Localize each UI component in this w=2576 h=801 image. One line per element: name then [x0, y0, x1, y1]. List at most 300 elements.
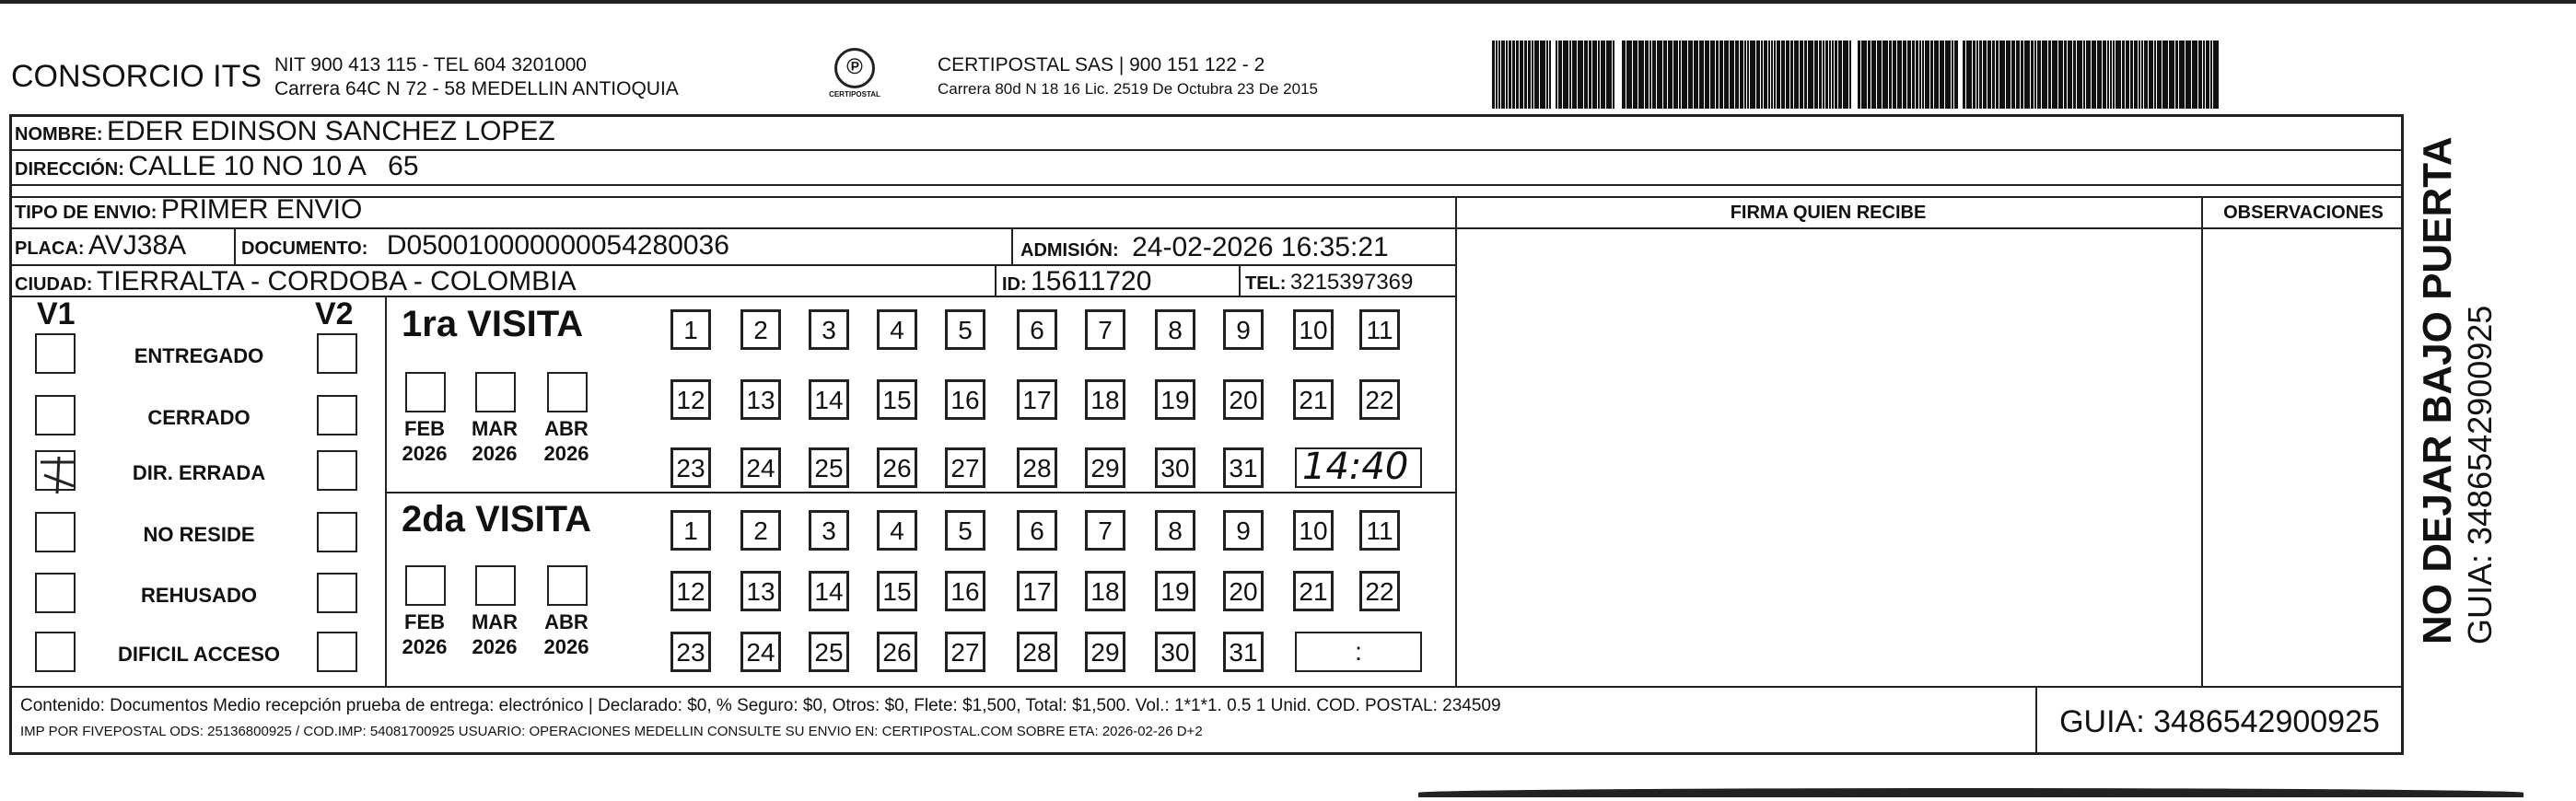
barcode-bar	[1808, 41, 1813, 109]
footer-print-line: IMP POR FIVEPOSTAL ODS: 25136800925 / COD.IMP: 54081700925 USUARIO: OPERACIONES MEDELLIN CONSULTE SU ENVIO EN: CERTIPOSTAL.COM SOBRE ETA: 2026-02-26 D+2	[20, 724, 1203, 739]
v2-checkbox	[317, 333, 357, 374]
barcode-bar	[1882, 41, 1888, 109]
barcode-bar	[1622, 41, 1626, 109]
month-checkbox	[405, 565, 446, 606]
footer-guia: GUIA: 3486542900925	[2059, 704, 2380, 739]
barcode-bar	[1963, 41, 1965, 109]
barcode-bar	[1534, 41, 1539, 109]
day-box: 29	[1085, 632, 1125, 672]
barcode-bar	[2031, 41, 2034, 109]
barcode-bar	[2086, 41, 2091, 109]
month-label	[394, 609, 455, 659]
barcode-bar	[2213, 41, 2219, 109]
admision-label: ADMISIÓN:	[1020, 240, 1119, 261]
barcode-bar	[1626, 41, 1632, 109]
barcode-bar	[2162, 41, 2168, 109]
visit2-title: 2da VISITA	[402, 499, 591, 540]
barcode-bar	[1512, 41, 1515, 109]
month-year: 2026	[402, 442, 448, 465]
barcode-bar	[1688, 41, 1693, 109]
day-box: 14	[809, 571, 849, 611]
day-box: 18	[1085, 379, 1125, 420]
month-name: FEB	[404, 417, 445, 440]
barcode-bar	[1549, 41, 1551, 109]
day-box: 6	[1017, 510, 1057, 551]
day-box: 8	[1155, 510, 1195, 551]
certipostal-logo	[825, 48, 884, 101]
barcode	[1492, 41, 2224, 109]
barcode-bar	[1558, 41, 1562, 109]
barcode-bar	[2130, 41, 2133, 109]
barcode-bar	[1838, 41, 1842, 109]
day-box: 19	[1155, 571, 1195, 611]
nombre-label: NOMBRE:	[15, 124, 103, 145]
barcode-bar	[1832, 41, 1834, 109]
month-name: MAR	[471, 417, 519, 440]
barcode-bar	[1556, 41, 1557, 109]
barcode-bar	[1996, 41, 1999, 109]
day-box: 5	[945, 309, 985, 350]
barcode-bar	[2037, 41, 2041, 109]
status-option-label: CERRADO	[147, 406, 251, 429]
barcode-bar	[1613, 41, 1614, 109]
rule	[9, 184, 2404, 186]
visit1-title: 1ra VISITA	[402, 304, 584, 344]
barcode-bar	[1569, 41, 1571, 109]
day-box: 27	[945, 447, 985, 488]
day-box: 10	[1293, 510, 1334, 551]
day-box: 15	[877, 379, 917, 420]
side-warning: NO DEJAR BAJO PUERTA	[2415, 136, 2460, 644]
barcode-bar	[2144, 41, 2148, 109]
day-box: 6	[1017, 309, 1057, 350]
carrier-info	[938, 53, 1318, 101]
handwritten-time	[1299, 440, 1435, 488]
side-guia: GUIA: 3486542900925	[2461, 305, 2499, 644]
barcode-bar	[1976, 41, 1978, 109]
company-info	[274, 53, 679, 101]
rule	[9, 686, 2404, 688]
barcode-bar	[1987, 41, 1991, 109]
barcode-bar	[1774, 41, 1776, 109]
barcode-bar	[1657, 41, 1662, 109]
barcode-bar	[2203, 41, 2205, 109]
v1-checkbox	[35, 395, 76, 435]
check-mark-icon	[35, 455, 81, 495]
barcode-bar	[1546, 41, 1548, 109]
barcode-bar	[2016, 41, 2020, 109]
barcode-bar	[1945, 41, 1951, 109]
barcode-bar	[1835, 41, 1837, 109]
day-box: 10	[1293, 309, 1334, 350]
barcode-bar	[1498, 41, 1500, 109]
barcode-bar	[1719, 41, 1723, 109]
barcode-bar	[2103, 41, 2106, 109]
firma-header: FIRMA QUIEN RECIBE	[1730, 203, 1927, 223]
barcode-bar	[2011, 41, 2015, 109]
placa-value: AVJ38A	[88, 230, 187, 261]
day-box: 4	[877, 510, 917, 551]
placa-label: PLACA:	[15, 238, 85, 259]
day-box: 23	[670, 447, 711, 488]
barcode-bar	[2154, 41, 2156, 109]
company-name: CONSORCIO ITS	[11, 59, 262, 94]
tel-value: 3215397369	[1289, 270, 1414, 295]
day-box: 24	[740, 632, 781, 672]
month-checkbox	[547, 565, 588, 606]
month-label	[394, 416, 455, 466]
barcode-bar	[2048, 41, 2051, 109]
barcode-bar	[1777, 41, 1780, 109]
day-box: 20	[1223, 571, 1264, 611]
day-box: 15	[877, 571, 917, 611]
barcode-bar	[2077, 41, 2082, 109]
barcode-bar	[2179, 41, 2185, 109]
status-option-label: DIFICIL ACCESO	[117, 643, 280, 666]
barcode-bar	[2122, 41, 2125, 109]
day-box: 26	[877, 447, 917, 488]
direccion-field	[15, 151, 419, 182]
v2-checkbox	[317, 450, 357, 491]
month-checkbox	[475, 565, 516, 606]
barcode-bar	[1829, 41, 1831, 109]
barcode-bar	[1633, 41, 1638, 109]
day-box: 24	[740, 447, 781, 488]
barcode-bar	[1907, 41, 1911, 109]
barcode-bar	[1750, 41, 1755, 109]
barcode-bar	[1868, 41, 1871, 109]
month-name: ABR	[544, 417, 589, 440]
admision-field	[1020, 232, 1389, 263]
day-box: 21	[1293, 379, 1334, 420]
observaciones-header: OBSERVACIONES	[2223, 203, 2384, 223]
day-box: 23	[670, 632, 711, 672]
direccion-value: CALLE 10 NO 10 A 65	[128, 151, 419, 181]
barcode-bar	[1744, 41, 1746, 109]
barcode-bar	[2052, 41, 2057, 109]
barcode-bar	[1747, 41, 1749, 109]
day-box: 3	[809, 309, 849, 350]
day-box: 27	[945, 632, 985, 672]
barcode-bar	[1716, 41, 1719, 109]
barcode-bar	[1606, 41, 1612, 109]
month-checkbox	[405, 372, 446, 412]
barcode-bar	[1804, 41, 1807, 109]
barcode-bar	[1540, 41, 1545, 109]
day-box: 9	[1223, 309, 1264, 350]
day-box: 7	[1085, 309, 1125, 350]
day-box: 1	[670, 309, 711, 350]
logo-icon: ℗	[834, 48, 875, 88]
barcode-bar	[1843, 41, 1848, 109]
month-label	[464, 416, 525, 466]
rule	[1011, 227, 1013, 264]
footer-content-line: Contenido: Documentos Medio recepción prueba de entrega: electrónico | Declarado: $0, % Seguro: $0, Otros: $0, Flete: $1,500, Total: $1,500. Vol.: 1*1*1. 0.5 1 Unid. COD. POSTAL: 234509	[20, 696, 1501, 715]
day-box: 8	[1155, 309, 1195, 350]
barcode-bar	[1768, 41, 1770, 109]
barcode-bar	[1861, 41, 1867, 109]
barcode-bar	[1724, 41, 1729, 109]
barcode-bar	[1578, 41, 1583, 109]
barcode-bar	[1919, 41, 1921, 109]
barcode-bar	[2068, 41, 2072, 109]
v2-checkbox	[317, 632, 357, 672]
barcode-bar	[1649, 41, 1651, 109]
barcode-bar	[2175, 41, 2178, 109]
barcode-bar	[2192, 41, 2197, 109]
v2-checkbox	[317, 573, 357, 613]
barcode-bar	[1794, 41, 1799, 109]
day-box: 21	[1293, 571, 1334, 611]
admision-value: 24-02-2026 16:35:21	[1132, 232, 1389, 262]
barcode-bar	[1601, 41, 1605, 109]
barcode-bar	[2021, 41, 2023, 109]
side-label	[2415, 136, 2500, 644]
month-name: MAR	[471, 610, 519, 633]
barcode-bar	[1940, 41, 1944, 109]
barcode-bar	[1800, 41, 1803, 109]
barcode-bar	[1592, 41, 1597, 109]
company-address-line: Carrera 64C N 72 - 58 MEDELLIN ANTIOQUIA	[274, 78, 679, 99]
status-option-label: DIR. ERRADA	[132, 461, 266, 484]
day-box: 25	[809, 632, 849, 672]
barcode-bar	[1563, 41, 1568, 109]
day-box: 12	[670, 571, 711, 611]
barcode-bar	[2107, 41, 2109, 109]
barcode-bar	[1501, 41, 1505, 109]
barcode-bar	[1979, 41, 1982, 109]
barcode-bar	[1572, 41, 1577, 109]
barcode-bar	[2134, 41, 2138, 109]
barcode-bar	[1897, 41, 1902, 109]
barcode-bar	[1858, 41, 1860, 109]
ciudad-field	[15, 266, 577, 297]
barcode-bar	[1764, 41, 1767, 109]
barcode-bar	[1781, 41, 1785, 109]
barcode-bar	[1679, 41, 1681, 109]
month-year: 2026	[472, 442, 518, 465]
barcode-bar	[2198, 41, 2202, 109]
day-box: 31	[1223, 447, 1264, 488]
day-box: 1	[670, 510, 711, 551]
barcode-bar	[2058, 41, 2063, 109]
barcode-bar	[1823, 41, 1824, 109]
barcode-bar	[1814, 41, 1818, 109]
barcode-bar	[1663, 41, 1667, 109]
top-edge-line	[0, 0, 2576, 4]
barcode-bar	[2042, 41, 2047, 109]
month-name: FEB	[404, 610, 445, 633]
barcode-bar	[1973, 41, 1976, 109]
day-box: 11	[1359, 510, 1400, 551]
barcode-bar	[1710, 41, 1715, 109]
barcode-bar	[1934, 41, 1939, 109]
day-box: 20	[1223, 379, 1264, 420]
documento-field	[241, 230, 729, 261]
barcode-bar	[1756, 41, 1760, 109]
barcode-bar	[2126, 41, 2129, 109]
id-field	[1002, 266, 1151, 297]
day-box: 2	[740, 309, 781, 350]
barcode-bar	[1922, 41, 1924, 109]
day-box: 13	[740, 379, 781, 420]
month-label	[536, 609, 597, 659]
barcode-bar	[1645, 41, 1649, 109]
month-year: 2026	[472, 635, 518, 658]
barcode-bar	[1992, 41, 1995, 109]
barcode-bar	[2092, 41, 2096, 109]
tipo-envio-field	[15, 194, 362, 226]
rule	[385, 492, 1455, 493]
logo-caption: CERTIPOSTAL	[829, 90, 880, 99]
month-checkbox	[475, 372, 516, 412]
barcode-bar	[1952, 41, 1953, 109]
scan-edge-mark	[1418, 788, 2524, 797]
day-box: 2	[740, 510, 781, 551]
barcode-bar	[2157, 41, 2162, 109]
barcode-bar	[1819, 41, 1822, 109]
v1-checkbox	[35, 573, 76, 613]
barcode-bar	[1889, 41, 1892, 109]
day-box: 13	[740, 571, 781, 611]
barcode-bar	[1524, 41, 1527, 109]
barcode-bar	[2210, 41, 2212, 109]
barcode-bar	[2110, 41, 2112, 109]
month-checkbox	[547, 372, 588, 412]
day-box: 16	[945, 379, 985, 420]
visit1-time-value: 14:40	[1302, 446, 1409, 488]
month-year: 2026	[543, 635, 589, 658]
tel-field	[1245, 270, 1413, 296]
barcode-bar	[1966, 41, 1972, 109]
status-option-label: REHUSADO	[141, 584, 257, 607]
rule	[234, 227, 236, 264]
barcode-bar	[1740, 41, 1743, 109]
company-nit-line: NIT 900 413 115 - TEL 604 3201000	[274, 54, 587, 75]
barcode-bar	[1598, 41, 1600, 109]
barcode-bar	[1694, 41, 1698, 109]
barcode-bar	[1584, 41, 1588, 109]
barcode-bar	[1516, 41, 1519, 109]
day-box: 17	[1017, 571, 1057, 611]
barcode-bar	[1699, 41, 1704, 109]
barcode-bar	[1496, 41, 1498, 109]
status-option-label: ENTREGADO	[134, 344, 264, 367]
rule	[1239, 264, 1241, 296]
day-box: 17	[1017, 379, 1057, 420]
rule	[1455, 196, 1457, 686]
day-box: 14	[809, 379, 849, 420]
day-box: 7	[1085, 510, 1125, 551]
rule	[9, 227, 2404, 229]
barcode-bar	[1999, 41, 2005, 109]
barcode-bar	[1761, 41, 1763, 109]
month-label	[536, 416, 597, 466]
barcode-bar	[2097, 41, 2102, 109]
month-year: 2026	[402, 635, 448, 658]
day-box: 28	[1017, 447, 1057, 488]
documento-value: D050010000000054280036	[386, 230, 729, 261]
day-box: 31	[1223, 632, 1264, 672]
barcode-bar	[1916, 41, 1918, 109]
barcode-bar	[2139, 41, 2140, 109]
barcode-bar	[1925, 41, 1929, 109]
v2-checkbox	[317, 395, 357, 435]
rule	[9, 196, 2404, 198]
barcode-bar	[1520, 41, 1523, 109]
barcode-bar	[1509, 41, 1511, 109]
barcode-bar	[1652, 41, 1656, 109]
day-box: 30	[1155, 447, 1195, 488]
tel-label: TEL:	[1245, 273, 1287, 294]
documento-label: DOCUMENTO:	[241, 238, 368, 259]
barcode-bar	[1589, 41, 1591, 109]
v2-checkbox	[317, 512, 357, 552]
barcode-bar	[1786, 41, 1789, 109]
day-box: 19	[1155, 379, 1195, 420]
barcode-bar	[1877, 41, 1882, 109]
month-label	[464, 609, 525, 659]
barcode-bar	[1730, 41, 1734, 109]
barcode-bar	[2073, 41, 2076, 109]
day-box: 22	[1359, 571, 1400, 611]
day-box: 4	[877, 309, 917, 350]
day-box: 26	[877, 632, 917, 672]
barcode-bar	[2006, 41, 2011, 109]
day-box: 22	[1359, 379, 1400, 420]
v1-checkbox	[35, 333, 76, 374]
barcode-bar	[1893, 41, 1896, 109]
id-label: ID:	[1002, 274, 1027, 295]
ciudad-label: CIUDAD:	[15, 274, 93, 295]
day-box: 12	[670, 379, 711, 420]
barcode-bar	[1771, 41, 1773, 109]
day-box: 29	[1085, 447, 1125, 488]
id-value: 15611720	[1031, 266, 1152, 296]
tipo-envio-value: PRIMER ENVIO	[160, 194, 363, 225]
barcode-bar	[1790, 41, 1793, 109]
month-name: ABR	[544, 610, 589, 633]
v1-checkbox	[35, 632, 76, 672]
carrier-nit-line: CERTIPOSTAL SAS | 900 151 122 - 2	[938, 54, 1265, 75]
barcode-bar	[2064, 41, 2067, 109]
barcode-bar	[1871, 41, 1876, 109]
day-box: 16	[945, 571, 985, 611]
barcode-bar	[2024, 41, 2030, 109]
barcode-bar	[2169, 41, 2174, 109]
day-box: 25	[809, 447, 849, 488]
v1-checkbox	[35, 512, 76, 552]
v2-header: V2	[315, 296, 354, 331]
barcode-bar	[1930, 41, 1933, 109]
barcode-bar	[2141, 41, 2143, 109]
ciudad-value: TIERRALTA - CORDOBA - COLOMBIA	[96, 266, 577, 296]
placa-field	[15, 230, 186, 261]
rule	[2201, 196, 2203, 686]
day-box: 28	[1017, 632, 1057, 672]
direccion-label: DIRECCIÓN:	[15, 159, 124, 180]
barcode-bar	[2149, 41, 2153, 109]
barcode-bar	[1825, 41, 1828, 109]
barcode-bar	[1912, 41, 1915, 109]
barcode-bar	[2116, 41, 2121, 109]
day-box: 5	[945, 510, 985, 551]
barcode-bar	[2206, 41, 2209, 109]
day-box: 11	[1359, 309, 1400, 350]
barcode-bar	[1528, 41, 1531, 109]
barcode-bar	[1735, 41, 1739, 109]
barcode-bar	[1849, 41, 1851, 109]
